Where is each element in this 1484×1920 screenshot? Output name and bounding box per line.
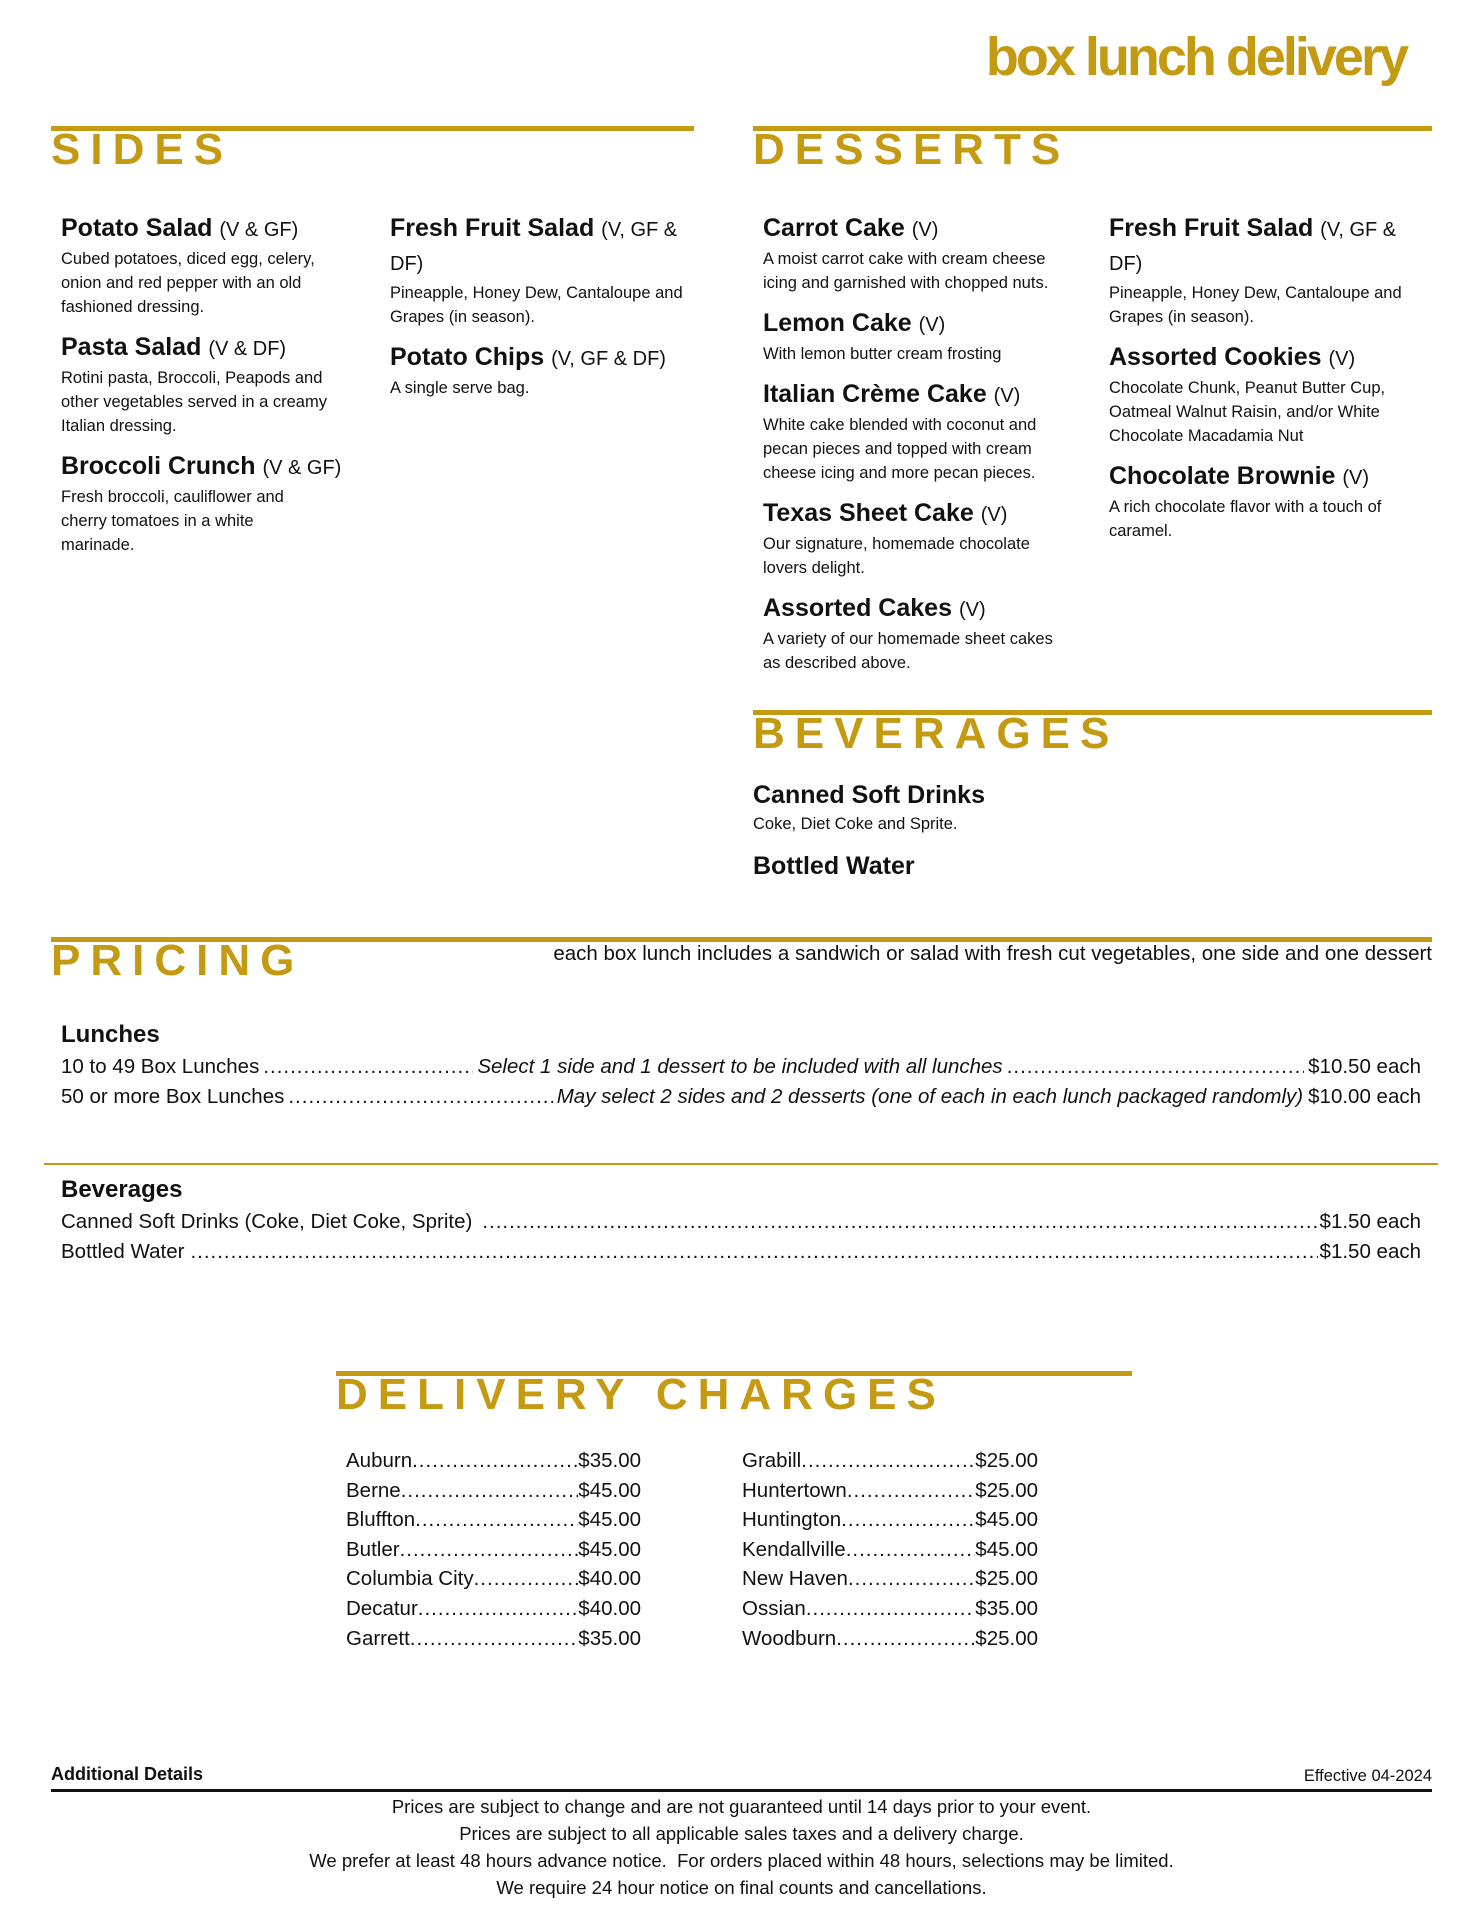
price-row bbox=[61, 1082, 1421, 1112]
menu-item bbox=[763, 378, 1083, 485]
menu-item bbox=[753, 850, 1393, 882]
brand-title: box lunch delivery bbox=[985, 27, 1406, 87]
item-description: Pineapple, Honey Dew, Cantaloupe and Grapes (in season). bbox=[390, 284, 683, 326]
leader-dots bbox=[418, 1594, 579, 1624]
leader-dots bbox=[263, 1052, 473, 1082]
footer-rule bbox=[51, 1789, 1432, 1792]
leader-dots bbox=[410, 1624, 579, 1654]
sides-heading: SIDES bbox=[51, 125, 234, 174]
price-value: $10.50 each bbox=[1308, 1055, 1421, 1078]
item-name: Broccoli Crunch bbox=[61, 452, 256, 480]
item-description: Coke, Diet Coke and Sprite. bbox=[753, 815, 958, 833]
delivery-column-2 bbox=[742, 1446, 1038, 1653]
price-row bbox=[61, 1052, 1421, 1082]
price-detail: Select 1 side and 1 dessert to be included with all lunches bbox=[477, 1055, 1003, 1078]
leader-dots bbox=[1007, 1052, 1304, 1082]
footer-note: We require 24 hour notice on final counts and cancellations. bbox=[496, 1877, 987, 1898]
town-name: Berne bbox=[346, 1478, 401, 1502]
delivery-row bbox=[742, 1505, 1038, 1535]
item-description: White cake blended with coconut and pecan pieces and topped with cream cheese icing and more pecan pieces. bbox=[763, 416, 1037, 482]
effective-date: Effective 04-2024 bbox=[1303, 1767, 1432, 1785]
menu-item bbox=[61, 450, 359, 557]
menu-item bbox=[753, 779, 1393, 836]
price-label: Canned Soft Drinks (Coke, Diet Coke, Sprite) bbox=[61, 1210, 473, 1233]
sides-column-2 bbox=[390, 212, 690, 412]
menu-item bbox=[1109, 212, 1427, 329]
town-name: Butler bbox=[346, 1537, 400, 1561]
item-tag: (V, GF & DF) bbox=[1109, 219, 1397, 275]
town-name: Columbia City bbox=[346, 1567, 474, 1591]
town-name: New Haven bbox=[742, 1567, 848, 1591]
item-name: Potato Chips bbox=[390, 343, 545, 371]
leader-dots bbox=[190, 1237, 1317, 1267]
item-tag: (V) bbox=[958, 599, 986, 621]
menu-item bbox=[61, 331, 359, 438]
menu-item bbox=[763, 212, 1083, 295]
delivery-row bbox=[346, 1594, 641, 1624]
price-row bbox=[61, 1207, 1421, 1237]
item-name: Carrot Cake bbox=[763, 214, 905, 242]
town-name: Grabill bbox=[742, 1449, 802, 1472]
beverages-pricing bbox=[61, 1175, 1421, 1267]
item-tag: (V) bbox=[993, 385, 1021, 407]
delivery-row bbox=[346, 1624, 641, 1654]
pricing-note: each box lunch includes a sandwich or salad with fresh cut vegetables, one side and one dessert bbox=[553, 942, 1432, 965]
item-tag: (V, GF & DF) bbox=[390, 219, 678, 275]
delivery-row bbox=[346, 1505, 641, 1535]
item-tag: (V) bbox=[1328, 348, 1356, 370]
item-description: Our signature, homemade chocolate lovers delight. bbox=[763, 535, 1030, 577]
delivery-price: $45.00 bbox=[975, 1508, 1038, 1532]
town-name: Huntertown bbox=[742, 1478, 847, 1502]
delivery-price: $35.00 bbox=[975, 1596, 1038, 1620]
item-tag: (V, GF & DF) bbox=[551, 348, 666, 370]
leader-dots bbox=[400, 1535, 579, 1565]
item-description: A moist carrot cake with cream cheese icing and garnished with chopped nuts. bbox=[763, 250, 1049, 292]
footer-notes bbox=[51, 1793, 1432, 1901]
leader-dots bbox=[841, 1505, 975, 1535]
menu-item bbox=[390, 341, 690, 400]
item-name: Texas Sheet Cake bbox=[763, 499, 974, 527]
item-tag: (V) bbox=[1342, 467, 1370, 489]
leader-dots bbox=[836, 1624, 975, 1654]
price-label: 10 to 49 Box Lunches bbox=[61, 1055, 260, 1078]
menu-item bbox=[61, 212, 359, 319]
delivery-row bbox=[742, 1446, 1038, 1476]
town-name: Garrett bbox=[346, 1626, 410, 1650]
pricing-heading: PRICING bbox=[51, 936, 305, 985]
leader-dots bbox=[848, 1564, 975, 1594]
leader-dots bbox=[412, 1446, 578, 1476]
footer-title: Additional Details bbox=[51, 1764, 204, 1784]
footer-note: We prefer at least 48 hours advance notice. For orders placed within 48 hours, selections may be limited. bbox=[309, 1850, 1174, 1871]
delivery-row bbox=[742, 1476, 1038, 1506]
item-description: Chocolate Chunk, Peanut Butter Cup, Oatmeal Walnut Raisin, and/or White Chocolate Macadamia Nut bbox=[1109, 379, 1386, 445]
item-description: Pineapple, Honey Dew, Cantaloupe and Grapes (in season). bbox=[1109, 284, 1402, 326]
footer-note: Prices are subject to all applicable sales taxes and a delivery charge. bbox=[459, 1823, 1024, 1844]
item-name: Fresh Fruit Salad bbox=[390, 214, 595, 242]
item-name: Pasta Salad bbox=[61, 333, 202, 361]
menu-item bbox=[763, 307, 1083, 366]
desserts-column-2 bbox=[1109, 212, 1427, 555]
delivery-row bbox=[346, 1446, 641, 1476]
item-description: A rich chocolate flavor with a touch of caramel. bbox=[1109, 498, 1382, 540]
leader-dots bbox=[801, 1446, 975, 1476]
item-description: With lemon butter cream frosting bbox=[763, 345, 1002, 363]
delivery-price: $45.00 bbox=[975, 1537, 1038, 1561]
town-name: Bluffton bbox=[346, 1508, 416, 1532]
item-name: Potato Salad bbox=[61, 214, 213, 242]
lunches-subheading: Lunches bbox=[61, 1021, 160, 1048]
beverages-list bbox=[753, 779, 1393, 894]
delivery-row bbox=[742, 1624, 1038, 1654]
delivery-price: $45.00 bbox=[578, 1537, 641, 1561]
price-detail: May select 2 sides and 2 desserts (one of each in each lunch packaged randomly) bbox=[556, 1085, 1304, 1108]
menu-item bbox=[1109, 460, 1427, 543]
item-description: A variety of our homemade sheet cakes as described above. bbox=[763, 630, 1053, 672]
delivery-price: $25.00 bbox=[975, 1449, 1038, 1472]
item-tag: (V & GF) bbox=[219, 219, 299, 241]
menu-item bbox=[763, 592, 1083, 675]
item-name: Chocolate Brownie bbox=[1109, 462, 1336, 490]
item-tag: (V) bbox=[911, 219, 939, 241]
delivery-row bbox=[346, 1535, 641, 1565]
delivery-heading: DELIVERY CHARGES bbox=[336, 1370, 946, 1419]
leader-dots bbox=[482, 1207, 1317, 1237]
item-name: Lemon Cake bbox=[763, 309, 912, 337]
leader-dots bbox=[847, 1476, 975, 1506]
leader-dots bbox=[806, 1594, 975, 1624]
delivery-price: $40.00 bbox=[578, 1596, 641, 1620]
desserts-heading: DESSERTS bbox=[753, 125, 1071, 174]
menu-item bbox=[1109, 341, 1427, 448]
item-name: Bottled Water bbox=[753, 852, 915, 880]
leader-dots bbox=[846, 1535, 976, 1565]
town-name: Auburn bbox=[346, 1449, 413, 1472]
item-description: A single serve bag. bbox=[390, 379, 530, 397]
leader-dots bbox=[474, 1564, 579, 1594]
leader-dots bbox=[415, 1505, 578, 1535]
leader-dots bbox=[401, 1476, 579, 1506]
lunches-pricing bbox=[61, 1020, 1421, 1112]
item-tag: (V) bbox=[980, 504, 1008, 526]
delivery-row bbox=[742, 1594, 1038, 1624]
item-description: Rotini pasta, Broccoli, Peapods and other vegetables served in a creamy Italian dressing. bbox=[61, 369, 327, 435]
item-name: Canned Soft Drinks bbox=[753, 781, 985, 809]
delivery-price: $25.00 bbox=[975, 1567, 1038, 1591]
sides-column-1 bbox=[61, 212, 359, 569]
town-name: Decatur bbox=[346, 1596, 418, 1620]
delivery-price: $45.00 bbox=[578, 1508, 641, 1532]
price-label: 50 or more Box Lunches bbox=[61, 1085, 285, 1108]
town-name: Woodburn bbox=[742, 1626, 837, 1650]
delivery-price: $35.00 bbox=[578, 1449, 641, 1472]
town-name: Huntington bbox=[742, 1508, 842, 1532]
item-tag: (V & DF) bbox=[208, 338, 287, 360]
delivery-price: $45.00 bbox=[578, 1478, 641, 1502]
price-value: $1.50 each bbox=[1319, 1210, 1421, 1233]
item-name: Italian Crème Cake bbox=[763, 380, 987, 408]
delivery-price: $40.00 bbox=[578, 1567, 641, 1591]
menu-item bbox=[763, 497, 1083, 580]
town-name: Kendallville bbox=[742, 1537, 846, 1561]
town-name: Ossian bbox=[742, 1596, 806, 1620]
beverages-heading: BEVERAGES bbox=[753, 709, 1120, 758]
delivery-price: $25.00 bbox=[975, 1626, 1038, 1650]
item-name: Assorted Cookies bbox=[1109, 343, 1322, 371]
desserts-column-1 bbox=[763, 212, 1083, 687]
item-description: Fresh broccoli, cauliflower and cherry tomatoes in a white marinade. bbox=[61, 488, 284, 554]
item-name: Assorted Cakes bbox=[763, 594, 952, 622]
delivery-row bbox=[742, 1535, 1038, 1565]
price-label: Bottled Water bbox=[61, 1240, 185, 1263]
price-value: $1.50 each bbox=[1319, 1240, 1421, 1263]
delivery-row bbox=[742, 1564, 1038, 1594]
delivery-price: $25.00 bbox=[975, 1478, 1038, 1502]
menu-item bbox=[390, 212, 690, 329]
beverages-subheading: Beverages bbox=[61, 1176, 183, 1203]
pricing-divider bbox=[44, 1163, 1438, 1165]
item-tag: (V) bbox=[918, 314, 946, 336]
price-row bbox=[61, 1237, 1421, 1267]
delivery-row bbox=[346, 1476, 641, 1506]
item-description: Cubed potatoes, diced egg, celery, onion and red pepper with an old fashioned dressing. bbox=[61, 250, 315, 316]
leader-dots bbox=[288, 1082, 552, 1112]
item-name: Fresh Fruit Salad bbox=[1109, 214, 1314, 242]
delivery-price: $35.00 bbox=[578, 1626, 641, 1650]
delivery-row bbox=[346, 1564, 641, 1594]
item-tag: (V & GF) bbox=[262, 457, 342, 479]
footer-note: Prices are subject to change and are not guaranteed until 14 days prior to your event. bbox=[391, 1796, 1092, 1817]
price-value: $10.00 each bbox=[1308, 1085, 1421, 1108]
delivery-column-1 bbox=[346, 1446, 641, 1653]
